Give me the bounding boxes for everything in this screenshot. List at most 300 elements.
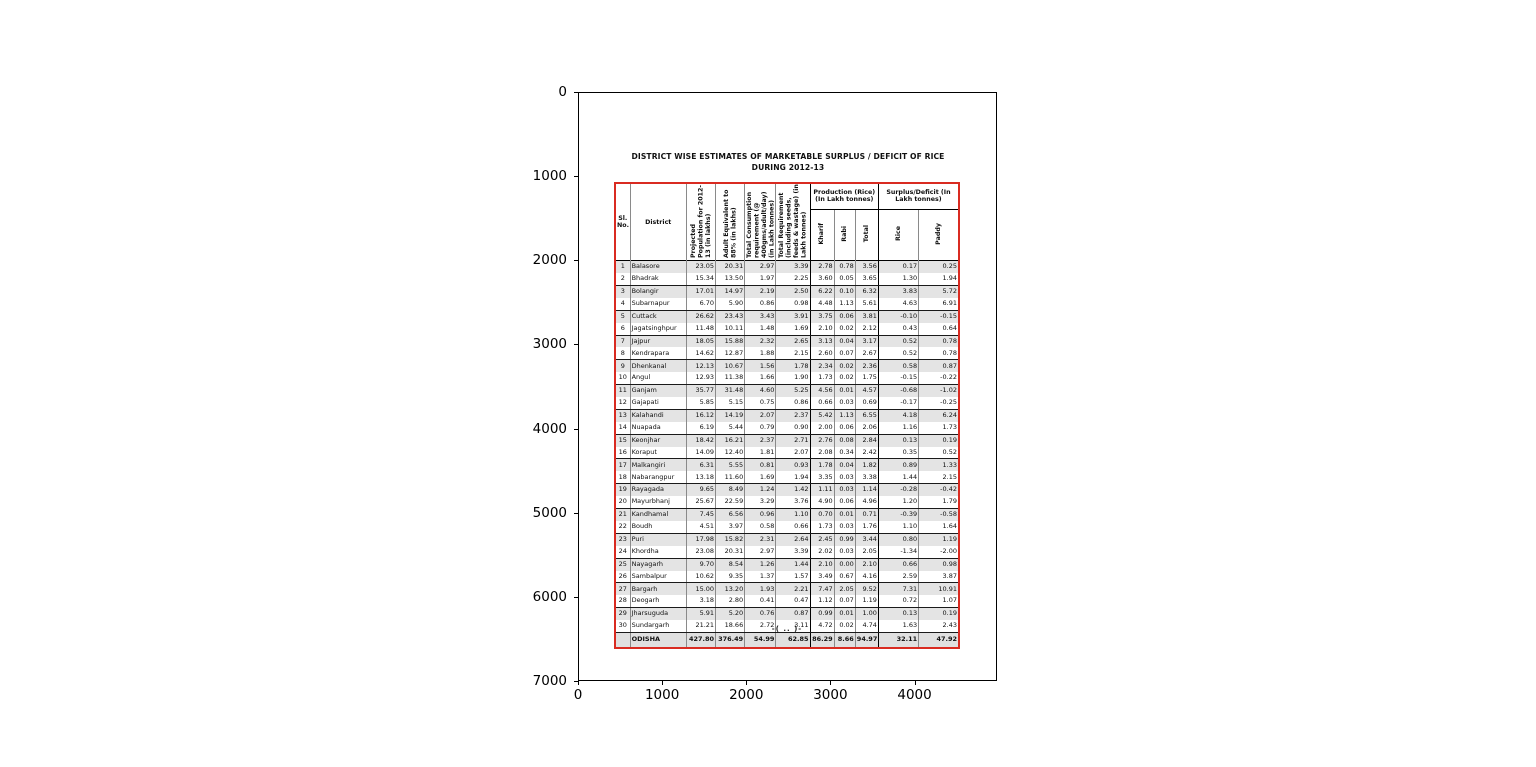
cell-population: 9.70 <box>686 558 715 570</box>
cell-paddy: 0.52 <box>919 447 959 459</box>
cell-population: 17.01 <box>686 286 715 298</box>
cell-adult: 14.19 <box>716 409 745 421</box>
cell-paddy: 47.92 <box>919 632 959 647</box>
cell-consumption: 0.75 <box>745 397 776 409</box>
cell-population: 5.85 <box>686 397 715 409</box>
cell-district: Sambalpur <box>630 571 686 583</box>
y-tick-mark <box>574 260 578 261</box>
cell-paddy: 1.73 <box>919 422 959 434</box>
cell-district: Bhadrak <box>630 273 686 285</box>
cell-paddy: 6.91 <box>919 298 959 310</box>
cell-rabi: 0.01 <box>834 608 855 620</box>
cell-total: 2.36 <box>855 360 878 372</box>
cell-district: Kendrapara <box>630 347 686 359</box>
cell-rabi: 0.03 <box>834 471 855 483</box>
table-row <box>615 434 959 446</box>
cell-rabi: 0.03 <box>834 546 855 558</box>
cell-sl: 9 <box>615 360 630 372</box>
cell-rice: 4.63 <box>878 298 918 310</box>
cell-rice: -0.17 <box>878 397 918 409</box>
cell-adult: 20.31 <box>716 261 745 273</box>
cell-adult: 10.67 <box>716 360 745 372</box>
cell-population: 16.12 <box>686 409 715 421</box>
cell-sl: 27 <box>615 583 630 595</box>
cell-rice: 0.35 <box>878 447 918 459</box>
cell-rice: -0.68 <box>878 385 918 397</box>
cell-sl: 19 <box>615 484 630 496</box>
cell-rabi: 0.08 <box>834 434 855 446</box>
table-row <box>615 546 959 558</box>
cell-population: 10.62 <box>686 571 715 583</box>
cell-sl: 22 <box>615 521 630 533</box>
col-header-adult: Adult Equivalent to 88% (in lakhs) <box>716 183 745 261</box>
cell-requirement: 2.15 <box>776 347 810 359</box>
cell-paddy: -0.22 <box>919 372 959 384</box>
cell-consumption: 1.48 <box>745 323 776 335</box>
page-number-mark: -( .. )- <box>771 625 803 633</box>
cell-adult: 5.55 <box>716 459 745 471</box>
cell-rice: 0.58 <box>878 360 918 372</box>
cell-requirement: 1.57 <box>776 571 810 583</box>
cell-consumption: 1.93 <box>745 583 776 595</box>
cell-adult: 16.21 <box>716 434 745 446</box>
cell-sl: 6 <box>615 323 630 335</box>
cell-requirement: 2.64 <box>776 533 810 545</box>
cell-kharif: 3.35 <box>810 471 834 483</box>
cell-kharif: 4.72 <box>810 620 834 632</box>
cell-total: 4.16 <box>855 571 878 583</box>
table-row <box>615 447 959 459</box>
table-row <box>615 608 959 620</box>
cell-district: Jagatsinghpur <box>630 323 686 335</box>
cell-paddy: 0.87 <box>919 360 959 372</box>
cell-rabi: 0.03 <box>834 484 855 496</box>
cell-total: 9.52 <box>855 583 878 595</box>
col-header-consumption: Total Consumption requirement (@ 400gms/adult/day) (in Lakh tonnes) <box>745 183 776 261</box>
cell-total: 6.55 <box>855 409 878 421</box>
cell-requirement: 2.50 <box>776 286 810 298</box>
cell-requirement: 3.91 <box>776 310 810 322</box>
cell-sl: 26 <box>615 571 630 583</box>
cell-rabi: 0.05 <box>834 273 855 285</box>
y-tick-mark <box>574 597 578 598</box>
cell-rice: 2.59 <box>878 571 918 583</box>
cell-sl: 12 <box>615 397 630 409</box>
cell-population: 12.93 <box>686 372 715 384</box>
cell-rabi: 0.03 <box>834 521 855 533</box>
cell-rice: 0.80 <box>878 533 918 545</box>
cell-sl: 8 <box>615 347 630 359</box>
x-tick-label: 2000 <box>729 687 764 703</box>
cell-total: 5.61 <box>855 298 878 310</box>
cell-consumption: 4.60 <box>745 385 776 397</box>
cell-population: 17.98 <box>686 533 715 545</box>
cell-adult: 8.49 <box>716 484 745 496</box>
cell-sl: 18 <box>615 471 630 483</box>
table-row <box>615 397 959 409</box>
cell-district: Kalahandi <box>630 409 686 421</box>
cell-district: Bolangir <box>630 286 686 298</box>
cell-adult: 22.59 <box>716 496 745 508</box>
col-header-population: Projected Population for 2012-13 (in lakhs) <box>686 183 715 261</box>
cell-population: 25.67 <box>686 496 715 508</box>
cell-rice: -0.28 <box>878 484 918 496</box>
y-tick-label: 4000 <box>532 420 567 437</box>
cell-rabi: 1.13 <box>834 409 855 421</box>
cell-kharif: 1.73 <box>810 521 834 533</box>
y-tick-mark <box>574 92 578 93</box>
cell-consumption: 1.24 <box>745 484 776 496</box>
y-tick-label: 2000 <box>532 252 567 269</box>
col-header-district: District <box>630 183 686 261</box>
cell-total: 3.81 <box>855 310 878 322</box>
cell-rabi: 0.02 <box>834 360 855 372</box>
cell-rabi: 0.06 <box>834 496 855 508</box>
cell-consumption: 0.41 <box>745 595 776 607</box>
table-row <box>615 335 959 347</box>
cell-sl <box>615 632 630 647</box>
cell-total: 0.71 <box>855 509 878 521</box>
cell-consumption: 1.66 <box>745 372 776 384</box>
cell-rabi: 0.03 <box>834 397 855 409</box>
cell-adult: 12.87 <box>716 347 745 359</box>
cell-consumption: 3.43 <box>745 310 776 322</box>
cell-sl: 7 <box>615 335 630 347</box>
cell-paddy: 0.25 <box>919 261 959 273</box>
cell-total: 1.00 <box>855 608 878 620</box>
table-row <box>615 484 959 496</box>
cell-consumption: 1.69 <box>745 471 776 483</box>
table-row <box>615 261 959 273</box>
cell-paddy: 0.78 <box>919 347 959 359</box>
y-tick-mark <box>574 344 578 345</box>
cell-adult: 23.43 <box>716 310 745 322</box>
cell-consumption: 2.32 <box>745 335 776 347</box>
cell-rabi: 0.06 <box>834 310 855 322</box>
cell-rice: 0.89 <box>878 459 918 471</box>
cell-sl: 14 <box>615 422 630 434</box>
cell-adult: 20.31 <box>716 546 745 558</box>
cell-district: Jajpur <box>630 335 686 347</box>
cell-sl: 15 <box>615 434 630 446</box>
cell-district: Gajapati <box>630 397 686 409</box>
cell-district: Cuttack <box>630 310 686 322</box>
table-row <box>615 595 959 607</box>
cell-adult: 14.97 <box>716 286 745 298</box>
cell-district: Rayagada <box>630 484 686 496</box>
cell-total: 1.75 <box>855 372 878 384</box>
x-tick-label: 1000 <box>644 687 680 703</box>
table-row <box>615 372 959 384</box>
cell-district: Nayagarh <box>630 558 686 570</box>
cell-population: 6.19 <box>686 422 715 434</box>
cell-adult: 5.20 <box>716 608 745 620</box>
y-tick-mark <box>574 429 578 430</box>
table-title-line1: DISTRICT WISE ESTIMATES OF MARKETABLE SURPLUS / DEFICIT OF RICE <box>631 152 945 161</box>
cell-consumption: 1.81 <box>745 447 776 459</box>
cell-district: Koraput <box>630 447 686 459</box>
cell-paddy: -2.00 <box>919 546 959 558</box>
cell-rabi: 0.07 <box>834 347 855 359</box>
cell-kharif: 2.10 <box>810 558 834 570</box>
cell-requirement: 5.25 <box>776 385 810 397</box>
cell-kharif: 3.75 <box>810 310 834 322</box>
cell-rabi: 0.02 <box>834 372 855 384</box>
cell-district: Puri <box>630 533 686 545</box>
cell-consumption: 1.26 <box>745 558 776 570</box>
cell-consumption: 1.37 <box>745 571 776 583</box>
table-row <box>615 571 959 583</box>
cell-requirement: 62.85 <box>776 632 810 647</box>
cell-population: 15.34 <box>686 273 715 285</box>
cell-rice: 1.10 <box>878 521 918 533</box>
cell-paddy: 10.91 <box>919 583 959 595</box>
cell-kharif: 2.00 <box>810 422 834 434</box>
cell-rabi: 0.06 <box>834 422 855 434</box>
cell-sl: 25 <box>615 558 630 570</box>
y-tick-label: 6000 <box>532 588 567 605</box>
cell-rice: -0.39 <box>878 509 918 521</box>
col-group-surplus: Surplus/Deficit (In Lakh tonnes) <box>878 183 959 209</box>
cell-total: 2.84 <box>855 434 878 446</box>
cell-adult: 9.35 <box>716 571 745 583</box>
cell-district: Boudh <box>630 521 686 533</box>
cell-total: 1.14 <box>855 484 878 496</box>
cell-total: 0.69 <box>855 397 878 409</box>
cell-sl: 10 <box>615 372 630 384</box>
cell-requirement: 2.37 <box>776 409 810 421</box>
table-row <box>615 496 959 508</box>
cell-rabi: 0.34 <box>834 447 855 459</box>
cell-paddy: 1.64 <box>919 521 959 533</box>
cell-requirement: 2.21 <box>776 583 810 595</box>
cell-population: 5.91 <box>686 608 715 620</box>
cell-district: Mayurbhanj <box>630 496 686 508</box>
cell-requirement: 1.42 <box>776 484 810 496</box>
cell-district: Nuapada <box>630 422 686 434</box>
cell-paddy: 5.72 <box>919 286 959 298</box>
cell-kharif: 3.49 <box>810 571 834 583</box>
cell-requirement: 1.10 <box>776 509 810 521</box>
cell-population: 15.00 <box>686 583 715 595</box>
cell-paddy: -0.58 <box>919 509 959 521</box>
x-tick-mark <box>830 681 831 685</box>
cell-sl: 3 <box>615 286 630 298</box>
cell-adult: 3.97 <box>716 521 745 533</box>
cell-sl: 17 <box>615 459 630 471</box>
cell-population: 14.62 <box>686 347 715 359</box>
cell-population: 4.51 <box>686 521 715 533</box>
cell-rice: 0.13 <box>878 608 918 620</box>
cell-population: 13.18 <box>686 471 715 483</box>
cell-paddy: 1.94 <box>919 273 959 285</box>
cell-requirement: 2.71 <box>776 434 810 446</box>
cell-rice: 32.11 <box>878 632 918 647</box>
cell-kharif: 7.47 <box>810 583 834 595</box>
cell-adult: 376.49 <box>716 632 745 647</box>
cell-kharif: 3.60 <box>810 273 834 285</box>
cell-rice: 0.43 <box>878 323 918 335</box>
cell-sl: 2 <box>615 273 630 285</box>
cell-sl: 11 <box>615 385 630 397</box>
cell-sl: 13 <box>615 409 630 421</box>
cell-total: 94.97 <box>855 632 878 647</box>
cell-requirement: 3.76 <box>776 496 810 508</box>
cell-requirement: 0.66 <box>776 521 810 533</box>
cell-adult: 13.50 <box>716 273 745 285</box>
cell-rabi: 8.66 <box>834 632 855 647</box>
col-header-rabi: Rabi <box>834 209 855 261</box>
cell-population: 23.05 <box>686 261 715 273</box>
col-header-rice: Rice <box>878 209 918 261</box>
cell-total: 4.96 <box>855 496 878 508</box>
cell-consumption: 0.96 <box>745 509 776 521</box>
cell-sl: 21 <box>615 509 630 521</box>
cell-paddy: 1.79 <box>919 496 959 508</box>
cell-sl: 23 <box>615 533 630 545</box>
cell-kharif: 2.10 <box>810 323 834 335</box>
cell-sl: 16 <box>615 447 630 459</box>
cell-requirement: 1.94 <box>776 471 810 483</box>
cell-kharif: 4.56 <box>810 385 834 397</box>
cell-total: 3.56 <box>855 261 878 273</box>
table-total-row <box>615 632 959 647</box>
cell-rice: -0.15 <box>878 372 918 384</box>
cell-rice: 1.16 <box>878 422 918 434</box>
y-tick-label: 3000 <box>532 336 567 353</box>
cell-consumption: 2.72 <box>745 620 776 632</box>
cell-consumption: 2.97 <box>745 546 776 558</box>
cell-total: 3.17 <box>855 335 878 347</box>
cell-population: 35.77 <box>686 385 715 397</box>
cell-sl: 30 <box>615 620 630 632</box>
cell-rabi: 0.10 <box>834 286 855 298</box>
col-header-requirement: Total Requirement (including seeds, feeds & wastage) (in Lakh tonnes) <box>776 183 810 261</box>
cell-adult: 15.88 <box>716 335 745 347</box>
y-tick-mark <box>574 513 578 514</box>
cell-rice: 4.18 <box>878 409 918 421</box>
cell-district: Subarnapur <box>630 298 686 310</box>
cell-requirement: 3.39 <box>776 261 810 273</box>
cell-adult: 11.60 <box>716 471 745 483</box>
cell-population: 26.62 <box>686 310 715 322</box>
cell-paddy: -0.42 <box>919 484 959 496</box>
table-row <box>615 360 959 372</box>
col-header-paddy: Paddy <box>919 209 959 261</box>
cell-population: 6.31 <box>686 459 715 471</box>
table-body <box>615 261 959 648</box>
cell-consumption: 2.19 <box>745 286 776 298</box>
cell-requirement: 0.98 <box>776 298 810 310</box>
table-row <box>615 273 959 285</box>
cell-total: 4.74 <box>855 620 878 632</box>
y-tick-mark <box>574 176 578 177</box>
cell-district: Deogarh <box>630 595 686 607</box>
cell-adult: 12.40 <box>716 447 745 459</box>
cell-paddy: 1.07 <box>919 595 959 607</box>
cell-paddy: 0.78 <box>919 335 959 347</box>
cell-district: Ganjam <box>630 385 686 397</box>
cell-consumption: 0.76 <box>745 608 776 620</box>
cell-requirement: 2.07 <box>776 447 810 459</box>
cell-total: 3.38 <box>855 471 878 483</box>
cell-rice: 0.66 <box>878 558 918 570</box>
cell-district: Angul <box>630 372 686 384</box>
cell-requirement: 0.87 <box>776 608 810 620</box>
cell-rabi: 0.04 <box>834 459 855 471</box>
cell-consumption: 2.31 <box>745 533 776 545</box>
cell-district: ODISHA <box>630 632 686 647</box>
col-header-total: Total <box>855 209 878 261</box>
cell-total: 2.05 <box>855 546 878 558</box>
table-row <box>615 385 959 397</box>
cell-consumption: 0.58 <box>745 521 776 533</box>
table-title-line2: DURING 2012-13 <box>751 163 825 172</box>
cell-kharif: 2.08 <box>810 447 834 459</box>
cell-kharif: 4.90 <box>810 496 834 508</box>
table-row <box>615 347 959 359</box>
cell-kharif: 2.34 <box>810 360 834 372</box>
cell-paddy: 3.87 <box>919 571 959 583</box>
cell-requirement: 2.65 <box>776 335 810 347</box>
cell-consumption: 1.56 <box>745 360 776 372</box>
cell-rice: -0.10 <box>878 310 918 322</box>
cell-requirement: 3.11 <box>776 620 810 632</box>
cell-kharif: 2.02 <box>810 546 834 558</box>
y-tick-label: 1000 <box>532 168 567 185</box>
y-tick-label: 5000 <box>532 504 567 521</box>
cell-consumption: 0.79 <box>745 422 776 434</box>
cell-consumption: 2.97 <box>745 261 776 273</box>
cell-district: Malkangiri <box>630 459 686 471</box>
cell-kharif: 0.66 <box>810 397 834 409</box>
cell-kharif: 0.70 <box>810 509 834 521</box>
cell-rabi: 0.04 <box>834 335 855 347</box>
cell-rabi: 0.02 <box>834 620 855 632</box>
cell-total: 2.42 <box>855 447 878 459</box>
y-tick-label: 7000 <box>532 672 567 689</box>
cell-total: 2.12 <box>855 323 878 335</box>
cell-requirement: 0.93 <box>776 459 810 471</box>
cell-rabi: 0.01 <box>834 385 855 397</box>
table-row <box>615 583 959 595</box>
x-tick-label: 0 <box>573 687 583 703</box>
cell-rabi: 0.07 <box>834 595 855 607</box>
cell-total: 4.57 <box>855 385 878 397</box>
cell-rice: 0.72 <box>878 595 918 607</box>
rice-surplus-table <box>614 182 960 649</box>
col-header-kharif: Kharif <box>810 209 834 261</box>
cell-consumption: 0.86 <box>745 298 776 310</box>
cell-rice: 1.20 <box>878 496 918 508</box>
cell-kharif: 0.99 <box>810 608 834 620</box>
table-row <box>615 286 959 298</box>
cell-rice: 0.17 <box>878 261 918 273</box>
cell-adult: 5.15 <box>716 397 745 409</box>
cell-kharif: 1.73 <box>810 372 834 384</box>
cell-rice: 1.44 <box>878 471 918 483</box>
cell-total: 2.10 <box>855 558 878 570</box>
cell-rabi: 0.00 <box>834 558 855 570</box>
cell-requirement: 0.86 <box>776 397 810 409</box>
cell-rice: 7.31 <box>878 583 918 595</box>
table-row <box>615 422 959 434</box>
cell-rice: -1.34 <box>878 546 918 558</box>
table-row <box>615 521 959 533</box>
cell-requirement: 2.25 <box>776 273 810 285</box>
cell-paddy: 2.15 <box>919 471 959 483</box>
cell-adult: 10.11 <box>716 323 745 335</box>
